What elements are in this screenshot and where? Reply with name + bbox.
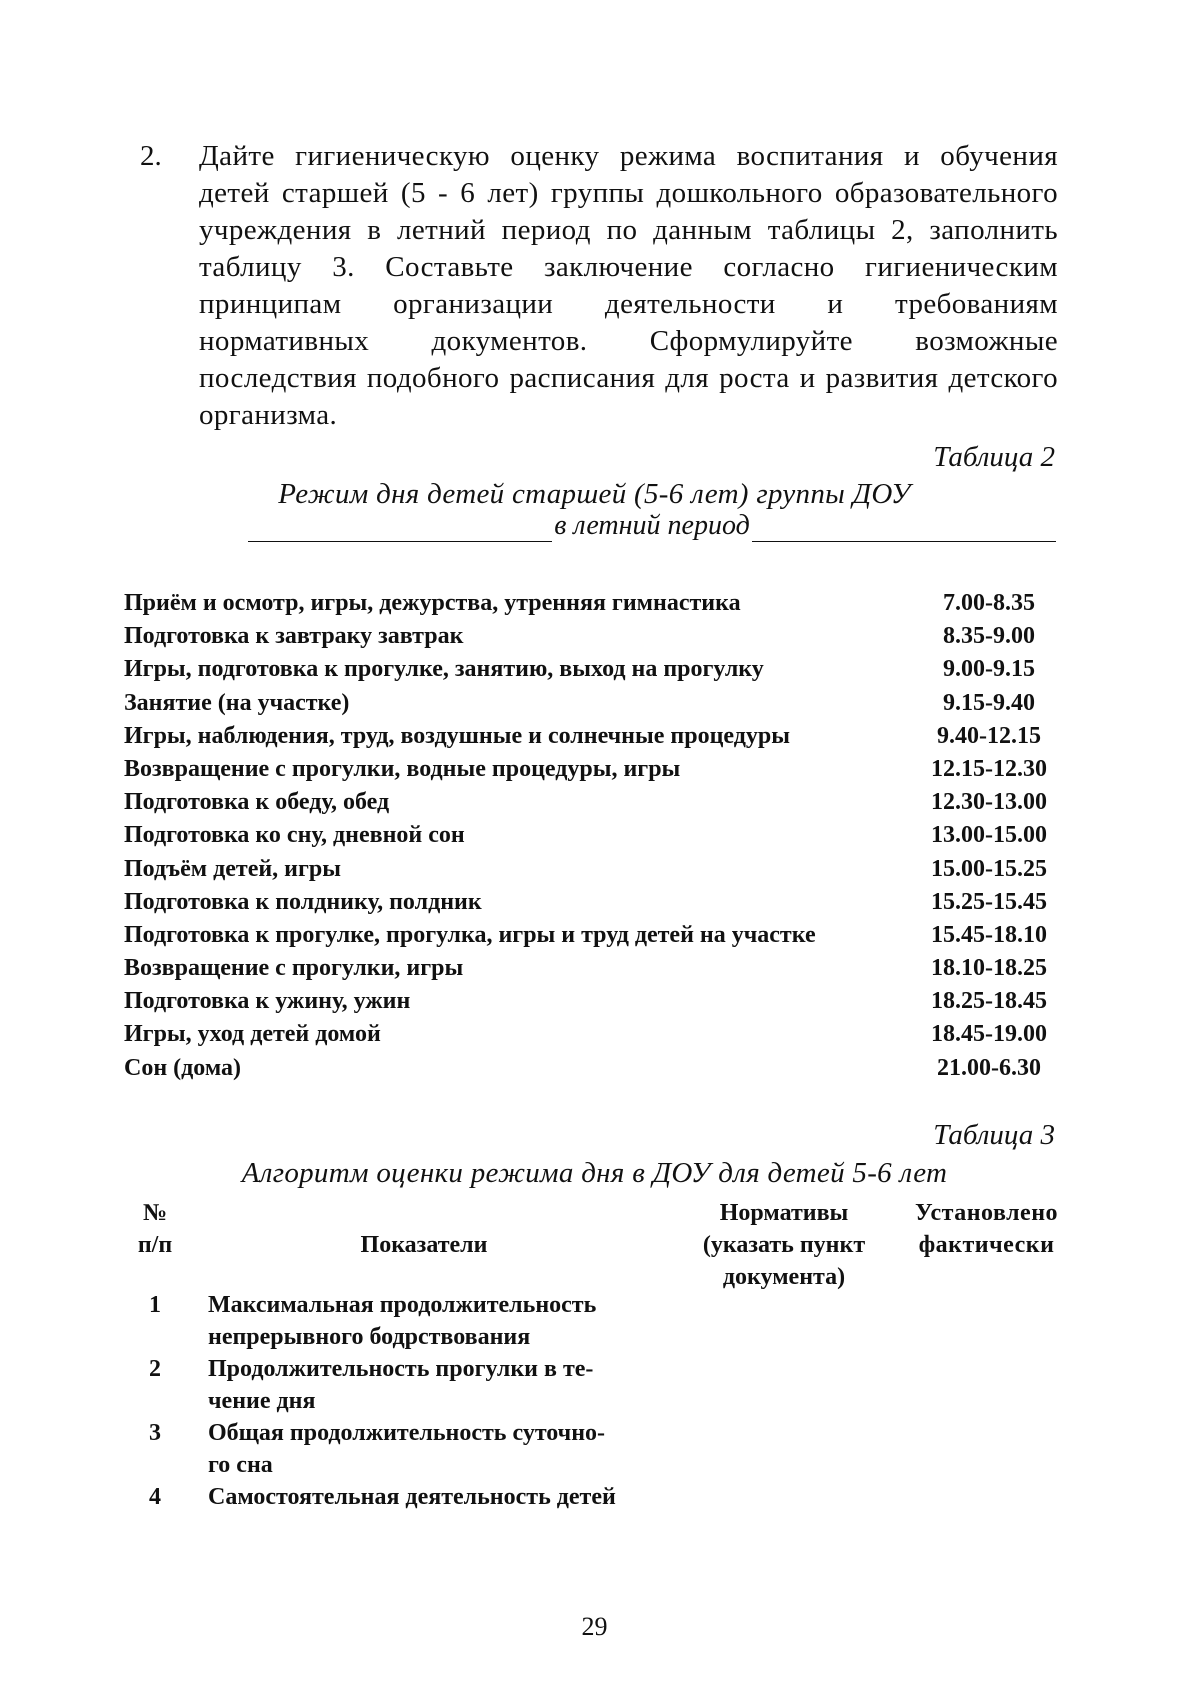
schedule-row (124, 623, 1064, 656)
blank-line-right (752, 515, 1056, 542)
activity: Подготовка к завтраку завтрак (124, 623, 464, 650)
time: 13.00-15.00 (931, 822, 1047, 849)
table2-subtitle-text: в летний период (554, 510, 750, 541)
header-norms (684, 1197, 884, 1293)
activity: Игры, уход детей домой (124, 1021, 381, 1048)
header-actual-line1: Установлено (914, 1200, 1059, 1226)
task-number: 2. (140, 140, 162, 172)
table-row (124, 1481, 1079, 1513)
header-norms-line1: Нормативы (719, 1200, 849, 1226)
indicator-line2: непрерывного бодрствования (208, 1324, 531, 1350)
row-indicator (208, 1417, 638, 1481)
schedule-row (124, 690, 1064, 723)
schedule-table (124, 590, 1064, 1088)
task-2 (140, 138, 1058, 434)
header-actual (894, 1197, 1079, 1261)
header-number-line2: п/п (137, 1232, 173, 1258)
time: 12.30-13.00 (931, 789, 1047, 816)
time: 9.15-9.40 (943, 689, 1035, 716)
schedule-row (124, 723, 1064, 756)
time: 18.45-19.00 (931, 1021, 1047, 1048)
task-text: Дайте гигиеническую оценку режима воспитания и обучения детей старшей (5 - 6 лет) группы дошкольного образовательного учреждения в летний период по данным таблицы 2, заполнить таблицу 3. Составьте заключение согласно гигиеническим принципам организации деятельности и требованиям нормативных документов. Сформулируйте возможные последствия подобного расписания для роста и развития детского организма. (199, 140, 1058, 431)
table-header (124, 1197, 1079, 1289)
schedule-row (124, 922, 1064, 955)
activity: Подготовка к обеду, обед (124, 789, 390, 816)
schedule-row (124, 590, 1064, 623)
header-actual-line2: фактически (918, 1232, 1055, 1258)
schedule-row (124, 756, 1064, 789)
table3-title: Алгоритм оценки режима дня в ДОУ для детей 5-6 лет (241, 1157, 948, 1189)
blank-line-left (248, 515, 552, 542)
header-norms-line3: документа) (722, 1264, 846, 1290)
time: 12.15-12.30 (931, 755, 1047, 782)
table-row (124, 1417, 1079, 1481)
time: 9.40-12.15 (937, 722, 1041, 749)
schedule-row (124, 889, 1064, 922)
activity: Приём и осмотр, игры, дежурства, утренняя гимнастика (124, 590, 741, 616)
activity: Сон (дома) (124, 1054, 242, 1081)
activity: Подъём детей, игры (124, 855, 341, 882)
row-number: 4 (149, 1484, 161, 1510)
header-number (134, 1197, 176, 1261)
header-norms-line2: (указать пункт (702, 1232, 866, 1258)
indicator-line2: чение дня (208, 1388, 316, 1414)
page-number: 29 (581, 1612, 608, 1641)
row-number: 3 (149, 1420, 161, 1446)
table2-caption: Таблица 2 (933, 441, 1055, 473)
table3-caption: Таблица 3 (933, 1119, 1055, 1151)
header-indicator: Показатели (360, 1232, 488, 1258)
schedule-row (124, 789, 1064, 822)
row-number: 2 (149, 1356, 161, 1382)
activity: Игры, наблюдения, труд, воздушные и солнечные процедуры (124, 722, 790, 749)
activity: Подготовка к полднику, полдник (124, 888, 482, 915)
schedule-row (124, 822, 1064, 855)
table2-title: Режим дня детей старшей (5-6 лет) группы ДОУ (278, 478, 911, 510)
indicator-line1: Самостоятельная деятельность детей (208, 1484, 616, 1510)
activity: Занятие (на участке) (124, 689, 350, 716)
table2-subtitle (248, 510, 1056, 542)
time: 15.25-15.45 (931, 888, 1047, 915)
indicator-line2: го сна (208, 1452, 273, 1478)
time: 7.00-8.35 (943, 590, 1035, 616)
header-number-line1: № (142, 1200, 168, 1226)
row-indicator (208, 1353, 638, 1417)
row-indicator (208, 1481, 638, 1513)
schedule-row (124, 988, 1064, 1021)
time: 8.35-9.00 (943, 623, 1035, 650)
indicator-line1: Максимальная продолжительность (208, 1292, 597, 1318)
activity: Подготовка ко сну, дневной сон (124, 822, 465, 849)
activity: Подготовка к прогулке, прогулка, игры и труд детей на участке (124, 921, 816, 948)
table-row (124, 1353, 1079, 1417)
time: 18.25-18.45 (931, 988, 1047, 1015)
schedule-row (124, 856, 1064, 889)
row-indicator (208, 1289, 638, 1353)
row-number: 1 (149, 1292, 161, 1318)
time: 18.10-18.25 (931, 955, 1047, 982)
indicator-line1: Продолжительность прогулки в те- (208, 1356, 594, 1382)
indicator-line1: Общая продолжительность суточно- (208, 1420, 606, 1446)
evaluation-table (124, 1197, 1079, 1513)
activity: Возвращение с прогулки, игры (124, 955, 464, 982)
schedule-row (124, 1021, 1064, 1054)
schedule-row (124, 955, 1064, 988)
schedule-row (124, 656, 1064, 689)
activity: Игры, подготовка к прогулке, занятию, выход на прогулку (124, 656, 764, 683)
table-row (124, 1289, 1079, 1353)
activity: Возвращение с прогулки, водные процедуры, игры (124, 755, 681, 782)
time: 15.45-18.10 (931, 921, 1047, 948)
time: 9.00-9.15 (943, 656, 1035, 683)
activity: Подготовка к ужину, ужин (124, 988, 411, 1015)
schedule-row (124, 1055, 1064, 1088)
time: 21.00-6.30 (937, 1054, 1041, 1081)
time: 15.00-15.25 (931, 855, 1047, 882)
